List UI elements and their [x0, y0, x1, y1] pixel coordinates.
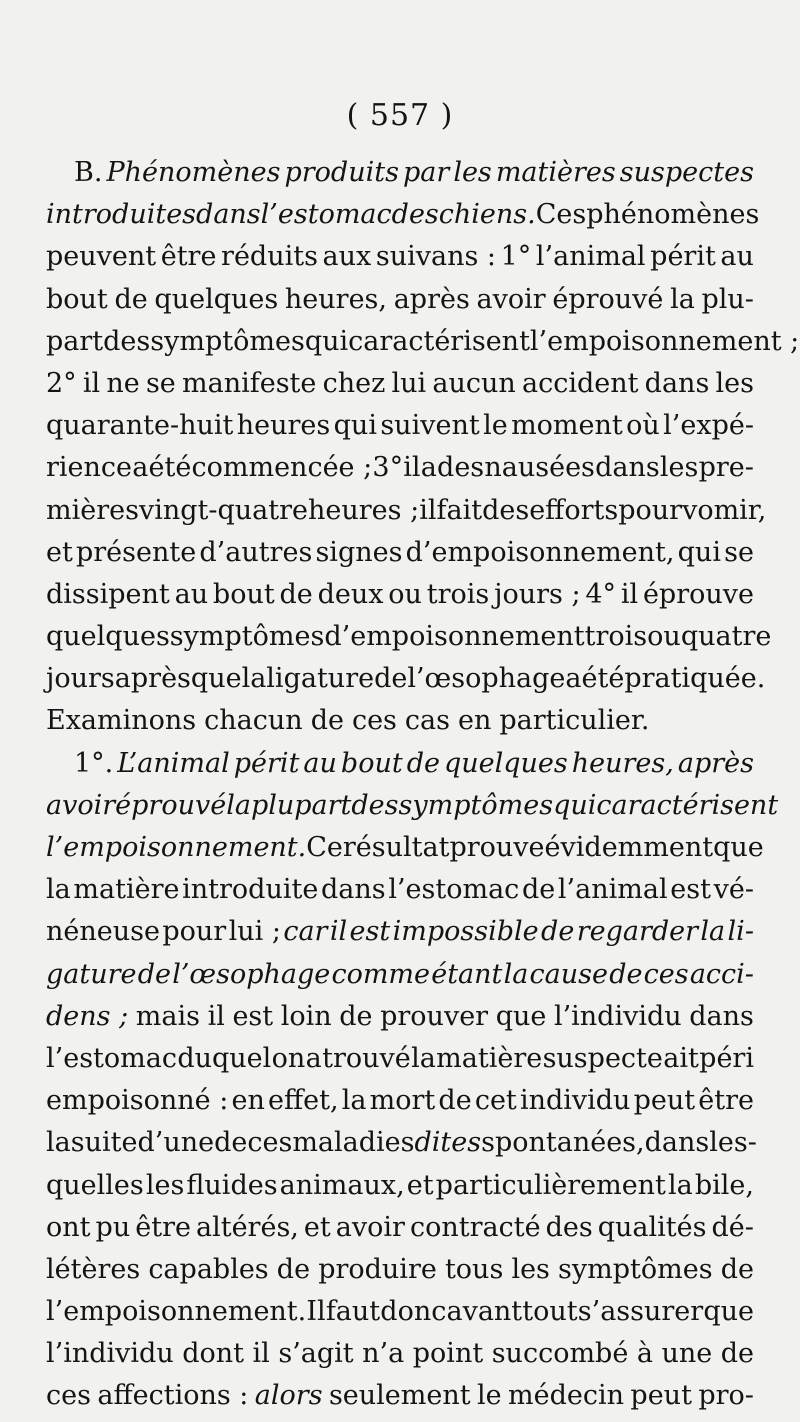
word: donc [380, 1296, 447, 1328]
word: la [241, 663, 267, 695]
word: présente [75, 536, 197, 568]
word: se [724, 536, 754, 568]
word: dont [182, 1338, 245, 1370]
word: les- [709, 1127, 757, 1159]
text-line [46, 194, 760, 236]
word: pour [618, 494, 683, 526]
word: lui ; [228, 916, 281, 948]
word: de [720, 1338, 754, 1370]
word: point [412, 1338, 484, 1370]
word: qui [304, 325, 349, 357]
word: que [495, 1000, 547, 1032]
word: quelques [46, 621, 170, 653]
word: a [132, 452, 149, 484]
word: l’œsophage [172, 958, 331, 990]
word: les [659, 452, 699, 484]
word: de [438, 1085, 472, 1117]
word: fait [436, 494, 483, 526]
word: la [226, 789, 251, 821]
word: la [46, 1127, 71, 1159]
word: chacun [204, 705, 303, 737]
text-line [46, 279, 754, 321]
word: symptômes [558, 1253, 713, 1285]
word: avoir [476, 283, 546, 315]
text-line [46, 405, 754, 447]
word: il [82, 367, 101, 399]
word: cet [474, 1085, 517, 1117]
word: des [482, 494, 530, 526]
text-line [46, 1291, 754, 1333]
word: a [305, 1042, 322, 1074]
word: de [114, 283, 148, 315]
word: ces [247, 1127, 293, 1159]
body-text [46, 152, 800, 1418]
word: de [310, 705, 344, 737]
word: de [279, 578, 313, 610]
word: et [46, 536, 73, 568]
word: B. [74, 157, 103, 188]
word: néneuse [46, 916, 160, 948]
word: ces [643, 958, 689, 990]
word: Ces [535, 199, 587, 231]
word: vingt-quatre [138, 494, 309, 526]
word: nausées [484, 452, 595, 484]
word: l’estomac [388, 874, 520, 906]
word: pratiquée. [624, 663, 766, 695]
word: l’animal [535, 241, 646, 273]
word: il [419, 494, 437, 526]
word: de [339, 1000, 373, 1032]
word: heures [236, 410, 331, 442]
word: être [135, 1211, 191, 1243]
word: Il [306, 1296, 326, 1328]
word: après [677, 747, 754, 779]
word: duquel [177, 1042, 272, 1074]
word: trouvé [322, 1042, 411, 1074]
word: dans [321, 874, 386, 906]
word: létères [46, 1253, 141, 1285]
word: Ce [306, 832, 343, 863]
word: introduite [182, 874, 319, 906]
word: caractérisent [348, 325, 530, 357]
word: peut [633, 1085, 696, 1117]
word: chez [322, 367, 386, 399]
word: il [207, 1000, 225, 1032]
word: dans [644, 1127, 710, 1159]
word: 4° [585, 578, 617, 610]
word: au [720, 241, 754, 273]
word: ont [46, 1211, 91, 1243]
word: l’animal [557, 874, 668, 906]
word: acci- [689, 958, 754, 990]
word: de [541, 916, 575, 948]
word: de [406, 747, 440, 779]
word: quatre [680, 621, 772, 653]
text-line [46, 911, 754, 953]
word: étant [431, 958, 503, 990]
word: périt [233, 747, 300, 779]
word: dans [595, 452, 660, 484]
word: capables [148, 1253, 269, 1285]
word: des [545, 1211, 593, 1243]
word: quelles [46, 1169, 144, 1201]
word: d’une [137, 1127, 215, 1159]
word: jours [46, 663, 115, 695]
word: de [720, 1253, 754, 1285]
word: a [420, 452, 437, 484]
word: d’empoisonnement, [405, 536, 675, 568]
word: des [351, 789, 399, 821]
word: contracté [409, 1211, 541, 1243]
word: peut [630, 1380, 692, 1412]
text-line [46, 1249, 754, 1291]
word: qui [677, 536, 721, 568]
word: alors [254, 1380, 323, 1412]
word: symptômes [150, 325, 305, 357]
word: matière [436, 1042, 543, 1074]
word: cas [404, 705, 450, 737]
word: pre- [698, 452, 754, 484]
word: des [391, 199, 439, 231]
text-line [46, 1122, 757, 1164]
word: l’expé- [663, 410, 754, 442]
word: maladies [292, 1127, 415, 1159]
word: pro- [698, 1380, 754, 1412]
word: heures, [284, 283, 387, 315]
word: ces [351, 705, 397, 737]
word: médecin [508, 1380, 625, 1412]
word: Examinons [46, 705, 197, 737]
text-line [46, 532, 754, 574]
word: dissipent [46, 578, 170, 610]
word: heures ; [308, 494, 420, 526]
word: Phénomènes [106, 157, 281, 188]
word: que [190, 663, 242, 695]
word: chiens. [438, 199, 536, 231]
word: il [252, 1338, 270, 1370]
word: péri [699, 1042, 754, 1074]
page-number: ( 557 ) [346, 98, 454, 133]
word: prouve [449, 832, 545, 863]
word: commencée ; [191, 452, 373, 484]
word: suivans : [375, 241, 496, 273]
word: impossible [392, 916, 539, 948]
word: plupart [250, 789, 352, 821]
text-line [46, 236, 754, 278]
word: tous [444, 1253, 504, 1285]
word: s’assurer [577, 1296, 704, 1328]
word: éprouvé [552, 283, 664, 315]
word: accident [521, 367, 639, 399]
word: la [46, 874, 71, 906]
word: dans [644, 367, 710, 399]
text-line [46, 616, 772, 658]
word: la [411, 1042, 436, 1074]
word: en [231, 1085, 265, 1117]
word: de [276, 1253, 311, 1285]
word: l’empoisonnement. [46, 832, 307, 863]
word: qui [333, 410, 377, 442]
word: est [232, 1000, 274, 1032]
word: et [406, 1169, 434, 1201]
word: de [521, 874, 556, 906]
word: les [511, 1253, 550, 1285]
word: affections : [97, 1380, 249, 1412]
word: s’agit [278, 1338, 354, 1370]
word: fluides [186, 1169, 278, 1201]
text-line [46, 321, 800, 363]
word: loin [280, 1000, 332, 1032]
word: manifeste [182, 367, 317, 399]
text-line [46, 1333, 754, 1375]
word: bout [340, 747, 403, 779]
word: altérés, [196, 1211, 299, 1243]
word: être [698, 1085, 754, 1117]
word: avoir [335, 1211, 405, 1243]
word: efforts [529, 494, 619, 526]
word: n’a [362, 1338, 405, 1370]
word: mais [135, 1000, 200, 1032]
word: au [174, 578, 209, 610]
word: matières [495, 157, 616, 188]
word: suite [70, 1127, 138, 1159]
word: les [145, 1169, 185, 1201]
word: phénomènes [586, 199, 760, 231]
text-line [46, 1165, 754, 1207]
word: part [46, 325, 104, 357]
word: heures, [571, 747, 674, 779]
word: avant [446, 1296, 523, 1328]
word: mort [369, 1085, 436, 1117]
word: le [477, 1380, 502, 1412]
text-line [46, 1080, 754, 1122]
word: avoir [46, 789, 116, 821]
word: il [403, 452, 421, 484]
word: dans [196, 199, 261, 231]
word: ou [388, 578, 422, 610]
word: l’empoisonnement. [46, 1296, 307, 1328]
word: vé- [713, 874, 754, 906]
word: ligature [266, 663, 375, 695]
word: réduits [221, 241, 318, 273]
word: suspectes [619, 157, 754, 188]
word: éprouve [642, 578, 754, 610]
word: en [458, 705, 492, 737]
word: la [503, 958, 529, 990]
word: lui [391, 367, 427, 399]
word: être [160, 241, 217, 273]
word: la [670, 283, 695, 315]
text-line [46, 574, 754, 616]
word: deux [317, 578, 384, 610]
text-line [46, 1207, 754, 1249]
word: que [703, 1296, 754, 1328]
text-line [46, 1038, 754, 1080]
word: de [374, 663, 408, 695]
word: est [670, 874, 711, 906]
text-line [46, 869, 754, 911]
text-line [46, 743, 754, 785]
word: l’œsophage [407, 663, 566, 695]
word: suspecte [542, 1042, 663, 1074]
word: éprouvé [115, 789, 227, 821]
text-line [46, 1375, 754, 1417]
word: particulier. [499, 705, 650, 737]
word: la [668, 1169, 693, 1201]
word: trois [584, 621, 648, 653]
word: ou [647, 621, 681, 653]
word: produire [318, 1253, 437, 1285]
word: dans [689, 1000, 754, 1032]
word: de [609, 958, 643, 990]
word: quelques [443, 747, 568, 779]
text-line [46, 658, 766, 700]
word: quarante-huit [46, 410, 234, 442]
word: 1° [500, 241, 532, 273]
word: symptômes [398, 789, 554, 821]
word: ne [106, 367, 140, 399]
word: de [137, 958, 171, 990]
word: L’animal [117, 747, 230, 779]
word: bile, [694, 1169, 754, 1201]
word: caractérisent [596, 789, 779, 821]
word: l’estomac [46, 1042, 177, 1074]
word: que [713, 832, 764, 863]
word: seulement [328, 1380, 471, 1412]
word: plu- [701, 283, 754, 315]
word: ait [663, 1042, 699, 1074]
word: la [700, 916, 726, 948]
word: tout [522, 1296, 578, 1328]
word: dé- [711, 1211, 754, 1243]
word: périt [650, 241, 716, 273]
text-line [46, 700, 754, 742]
word: l’individu [553, 1000, 682, 1032]
word: rience [46, 452, 133, 484]
word: de [214, 1127, 248, 1159]
word: introduites [46, 199, 197, 231]
word: après [114, 663, 191, 695]
word: après [393, 283, 470, 315]
text-line [46, 827, 764, 869]
word: car [283, 916, 328, 948]
word: se [145, 367, 176, 399]
text-line [46, 954, 754, 996]
word: résultat [342, 832, 450, 863]
word: la [341, 1085, 367, 1117]
word: d’autres [199, 536, 313, 568]
word: le [483, 410, 508, 442]
word: les [453, 157, 492, 188]
word: les [715, 367, 754, 399]
word: ces [46, 1380, 91, 1412]
word: regarder [576, 916, 699, 948]
word: été [581, 663, 625, 695]
word: peuvent [46, 241, 157, 273]
word: des [103, 325, 151, 357]
word: jours ; [494, 578, 581, 610]
word: aucun [432, 367, 516, 399]
text-line [46, 490, 767, 532]
word: succombé [491, 1338, 629, 1370]
word: matière [73, 874, 180, 906]
word: on [271, 1042, 306, 1074]
word: a [565, 663, 582, 695]
word: gature [46, 958, 137, 990]
word: animaux, [279, 1169, 405, 1201]
word: spontanées, [481, 1127, 645, 1159]
word: qualités [597, 1211, 707, 1243]
word: l’estomac [260, 199, 392, 231]
word: moment [511, 410, 623, 442]
word: 1°. [74, 747, 114, 779]
word: d’empoisonnement [324, 621, 585, 653]
word: suivent [380, 410, 480, 442]
word: est [349, 916, 391, 948]
word: où [626, 410, 660, 442]
word: vomir, [682, 494, 767, 526]
word: signes [315, 536, 403, 568]
text-line [46, 996, 754, 1038]
word: cause [529, 958, 608, 990]
word: et [303, 1211, 331, 1243]
word: bout [212, 578, 275, 610]
word: l’individu [46, 1338, 174, 1370]
word: effet, [268, 1085, 339, 1117]
word: li- [727, 916, 754, 948]
word: 2° [46, 367, 77, 399]
word: particulièrement [435, 1169, 666, 1201]
word: individu [519, 1085, 631, 1117]
text-line [46, 152, 754, 194]
text-line [46, 363, 754, 405]
word: une [661, 1338, 713, 1370]
word: des [437, 452, 485, 484]
word: aux [322, 241, 372, 273]
word: prouver [380, 1000, 489, 1032]
word: trois [426, 578, 490, 610]
word: bout [46, 283, 108, 315]
text-line [46, 785, 779, 827]
word: qui [553, 789, 597, 821]
word: produits [284, 157, 399, 188]
word: comme [331, 958, 431, 990]
word: il [329, 916, 348, 948]
word: au [303, 747, 337, 779]
word: par [402, 157, 450, 188]
text-line [46, 447, 754, 489]
word: l’empoisonnement ; [529, 325, 800, 357]
word: à [636, 1338, 653, 1370]
word: dens ; [46, 1000, 129, 1032]
word: il [620, 578, 639, 610]
word: été [148, 452, 192, 484]
word: quelques [154, 283, 279, 315]
word: empoisonné : [46, 1085, 229, 1117]
word: mières [46, 494, 139, 526]
word: pu [95, 1211, 131, 1243]
word: symptômes [169, 621, 325, 653]
word: faut [325, 1296, 381, 1328]
word: 3° [372, 452, 404, 484]
word: évidemment [544, 832, 714, 863]
word: dites [414, 1127, 482, 1159]
word: pour [162, 916, 227, 948]
